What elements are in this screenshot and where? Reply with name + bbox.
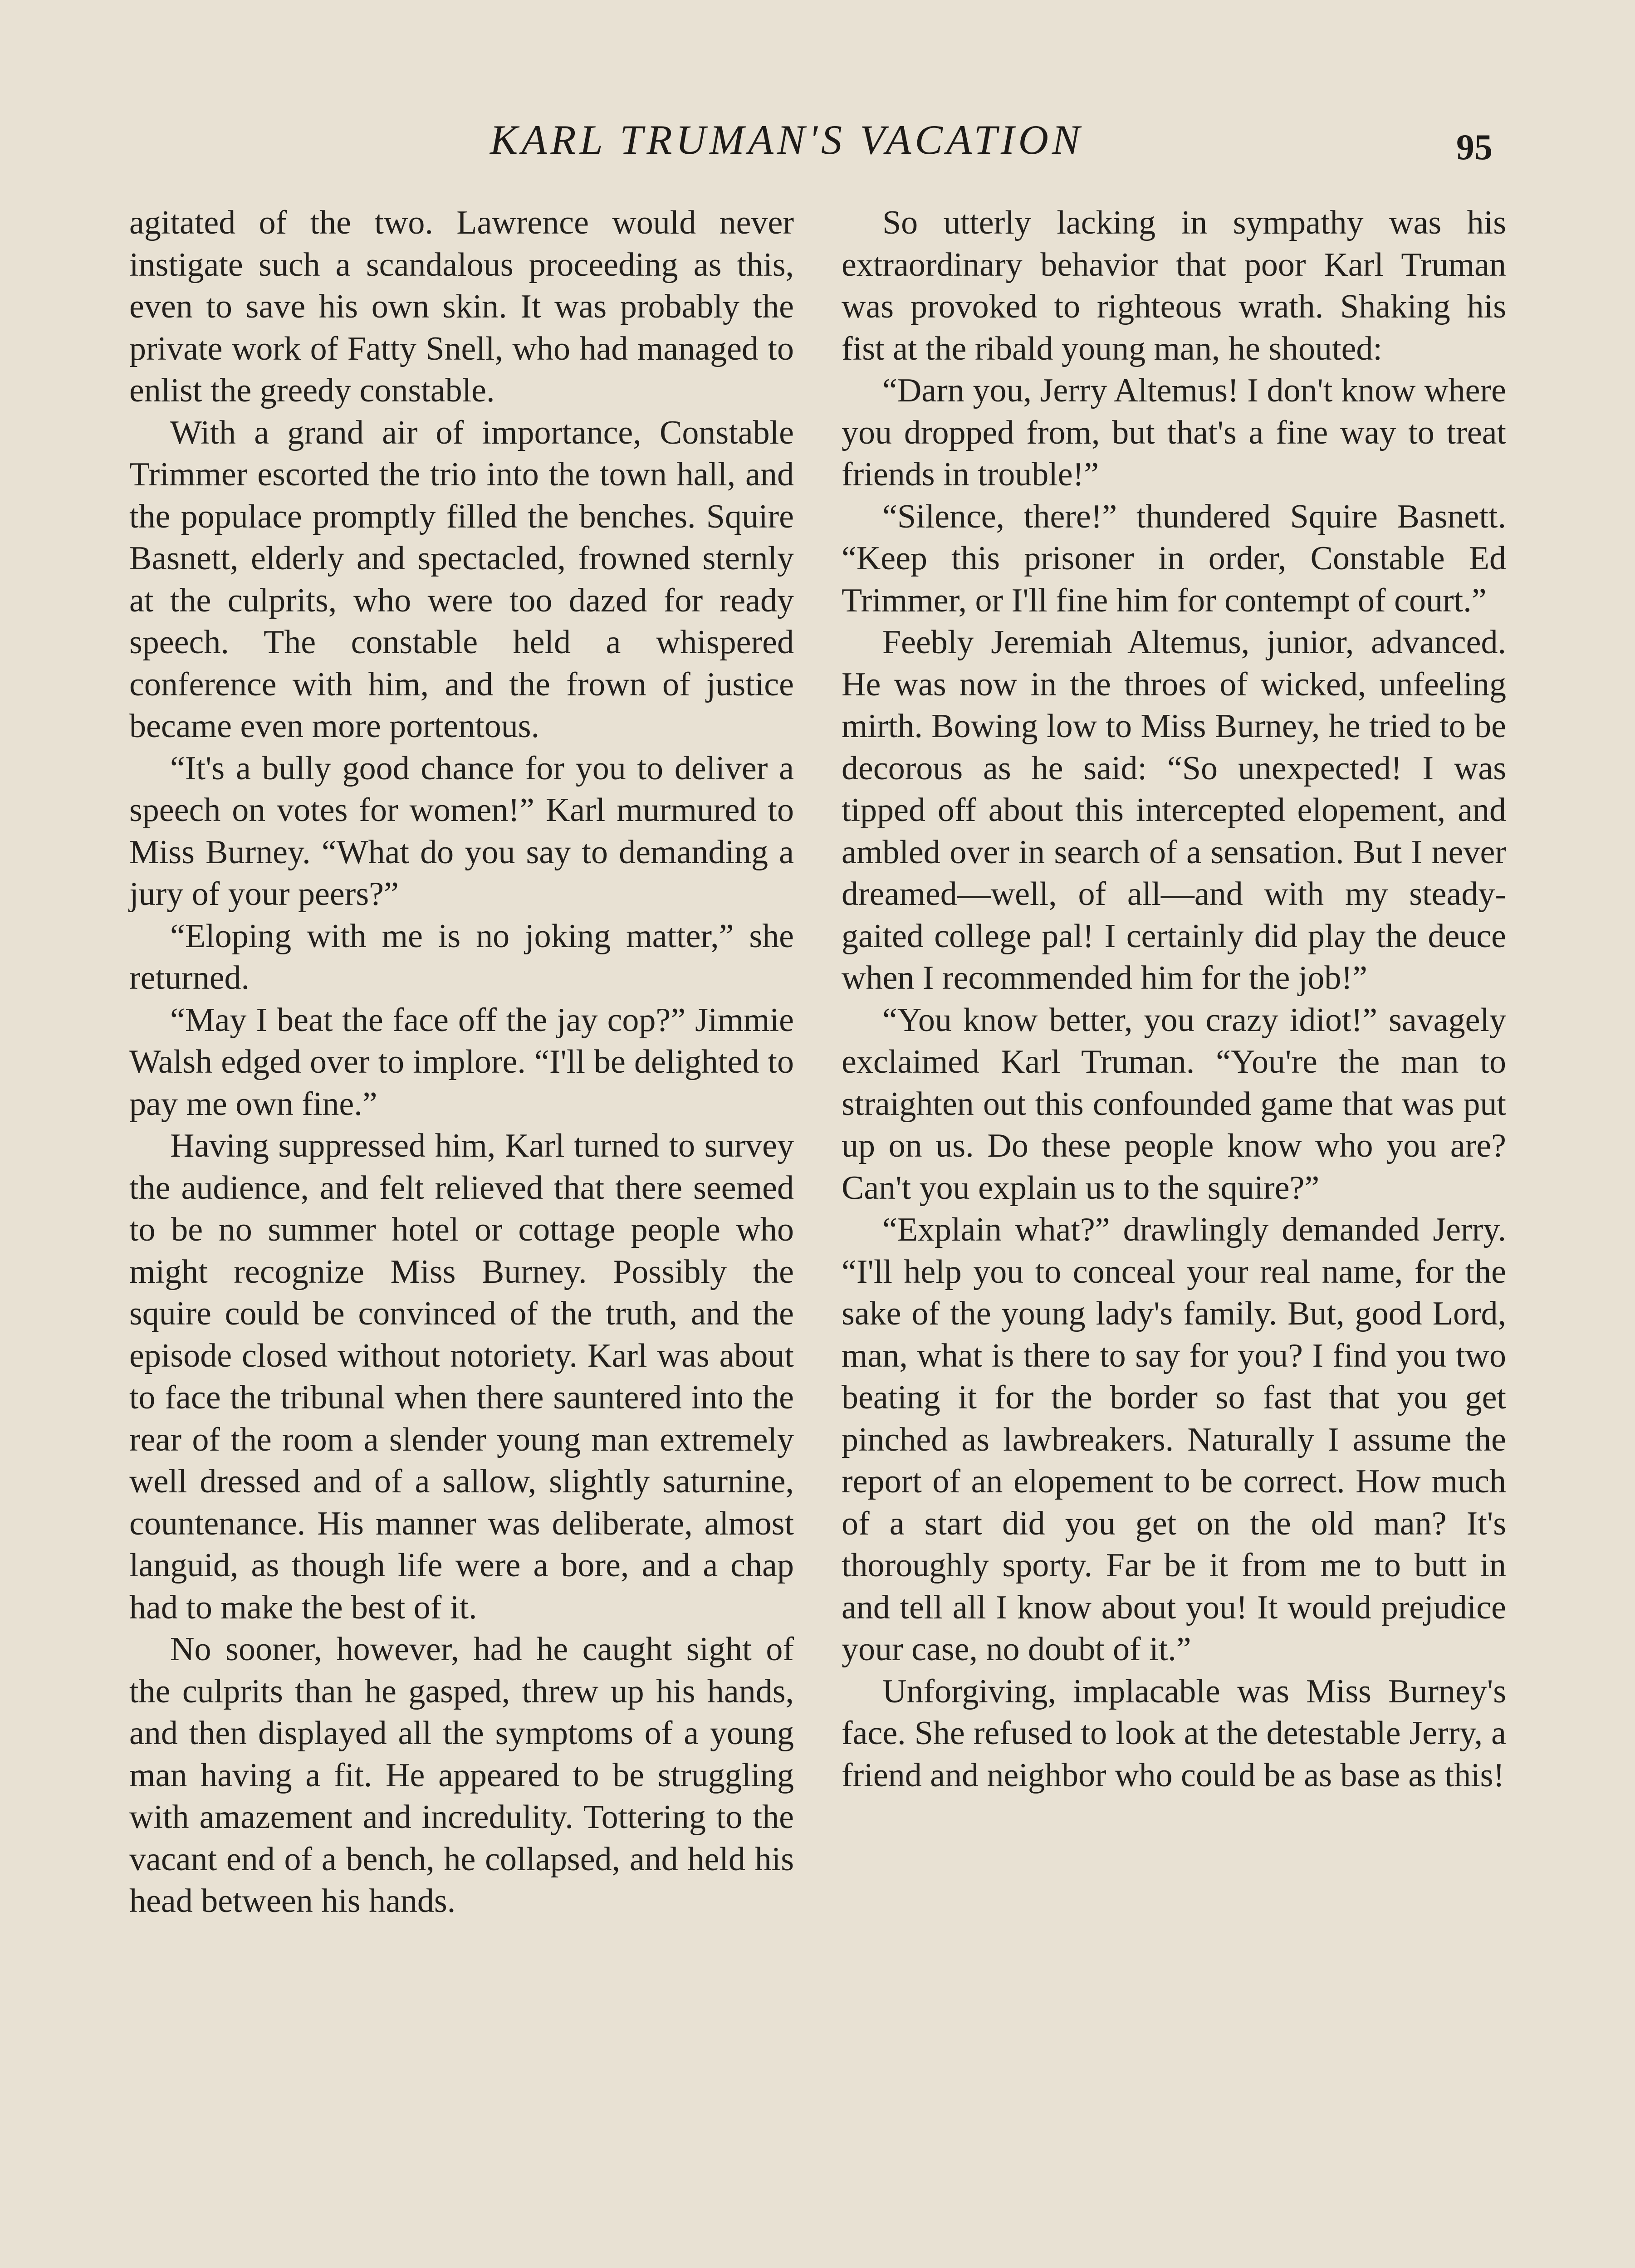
paragraph: “May I beat the face off the jay cop?” Jimmie Walsh edged over to implore. “I'll be delighted to pay me own fine.” [129, 1001, 794, 1123]
left-column [129, 202, 794, 1922]
paragraph: With a grand air of importance, Constable Trimmer escorted the trio into the town hall, and the populace promptly filled the benches. Squire Basnett, elderly and spectacled, frowned sternly at the culprits, who were too dazed for ready speech. The constable held a whispered conference with him, and the frown of justice became even more portentous. [129, 414, 794, 745]
paragraph: So utterly lacking in sympathy was his extraordinary behavior that poor Karl Truman was provoked to righteous wrath. Shaking his fist at the ribald young man, he shouted: [842, 204, 1506, 367]
page-number: 95 [1456, 127, 1493, 167]
paragraph: Having suppressed him, Karl turned to survey the audience, and felt relieved that there seemed to be no summer hotel or cottage people who might recognize Miss Burney. Possibly the squire could be convinced of the truth, and the episode closed without notoriety. Karl was about to face the tribunal when there sauntered into the rear of the room a slender young man extremely well dressed and of a sallow, slightly saturnine, countenance. His manner was deliberate, almost languid, as though life were a bore, and a chap had to make the best of it. [129, 1127, 794, 1626]
paragraph: “Silence, there!” thundered Squire Basnett. “Keep this prisoner in order, Constable Ed Trimmer, or I'll fine him for contempt of court.” [842, 498, 1506, 619]
right-column [842, 202, 1506, 1796]
paragraph: Unforgiving, implacable was Miss Burney's face. She refused to look at the detestable Jerry, a friend and neighbor who could be as base as this! [842, 1672, 1506, 1794]
paragraph: “Explain what?” drawlingly demanded Jerry. “I'll help you to conceal your real name, for the sake of the young lady's family. But, good Lord, man, what is there to say for you? I find you two beating it for the border so fast that you get pinched as lawbreakers. Naturally I assume the report of an elopement to be correct. How much of a start did you get on the old man? It's thoroughly sporty. Far be it from me to butt in and tell all I know about you! It would prejudice your case, no doubt of it.” [842, 1211, 1506, 1668]
paragraph: agitated of the two. Lawrence would never instigate such a scandalous proceeding as this, even to save his own skin. It was probably the private work of Fatty Snell, who had managed to enlist the greedy constable. [129, 204, 794, 409]
paragraph: Feebly Jeremiah Altemus, junior, advanced. He was now in the throes of wicked, unfeeling mirth. Bowing low to Miss Burney, he tried to be decorous as he said: “So unexpected! I was tipped off about this intercepted elopement, and ambled over in search of a sensation. But I never dreamed—well, of all—and with my steady-gaited college pal! I certainly did play the deuce when I recommended him for the job!” [842, 624, 1506, 997]
paragraph: “It's a bully good chance for you to deliver a speech on votes for women!” Karl murmured to Miss Burney. “What do you say to demanding a jury of your peers?” [129, 749, 794, 913]
paragraph: No sooner, however, had he caught sight of the culprits than he gasped, threw up his hands, and then displayed all the symptoms of a young man having a fit. He appeared to be struggling with amazement and incredulity. Tottering to the vacant end of a bench, he collapsed, and held his head between his hands. [129, 1631, 794, 1920]
paragraph: “You know better, you crazy idiot!” savagely exclaimed Karl Truman. “You're the man to straighten out this confounded game that was put up on us. Do these people know who you are? Can't you explain us to the squire?” [842, 1001, 1506, 1207]
running-head: KARL TRUMAN'S VACATION [490, 117, 1084, 163]
paragraph: “Darn you, Jerry Altemus! I don't know where you dropped from, but that's a fine way to treat friends in trouble!” [842, 372, 1506, 493]
paragraph: “Eloping with me is no joking matter,” she returned. [129, 917, 794, 997]
